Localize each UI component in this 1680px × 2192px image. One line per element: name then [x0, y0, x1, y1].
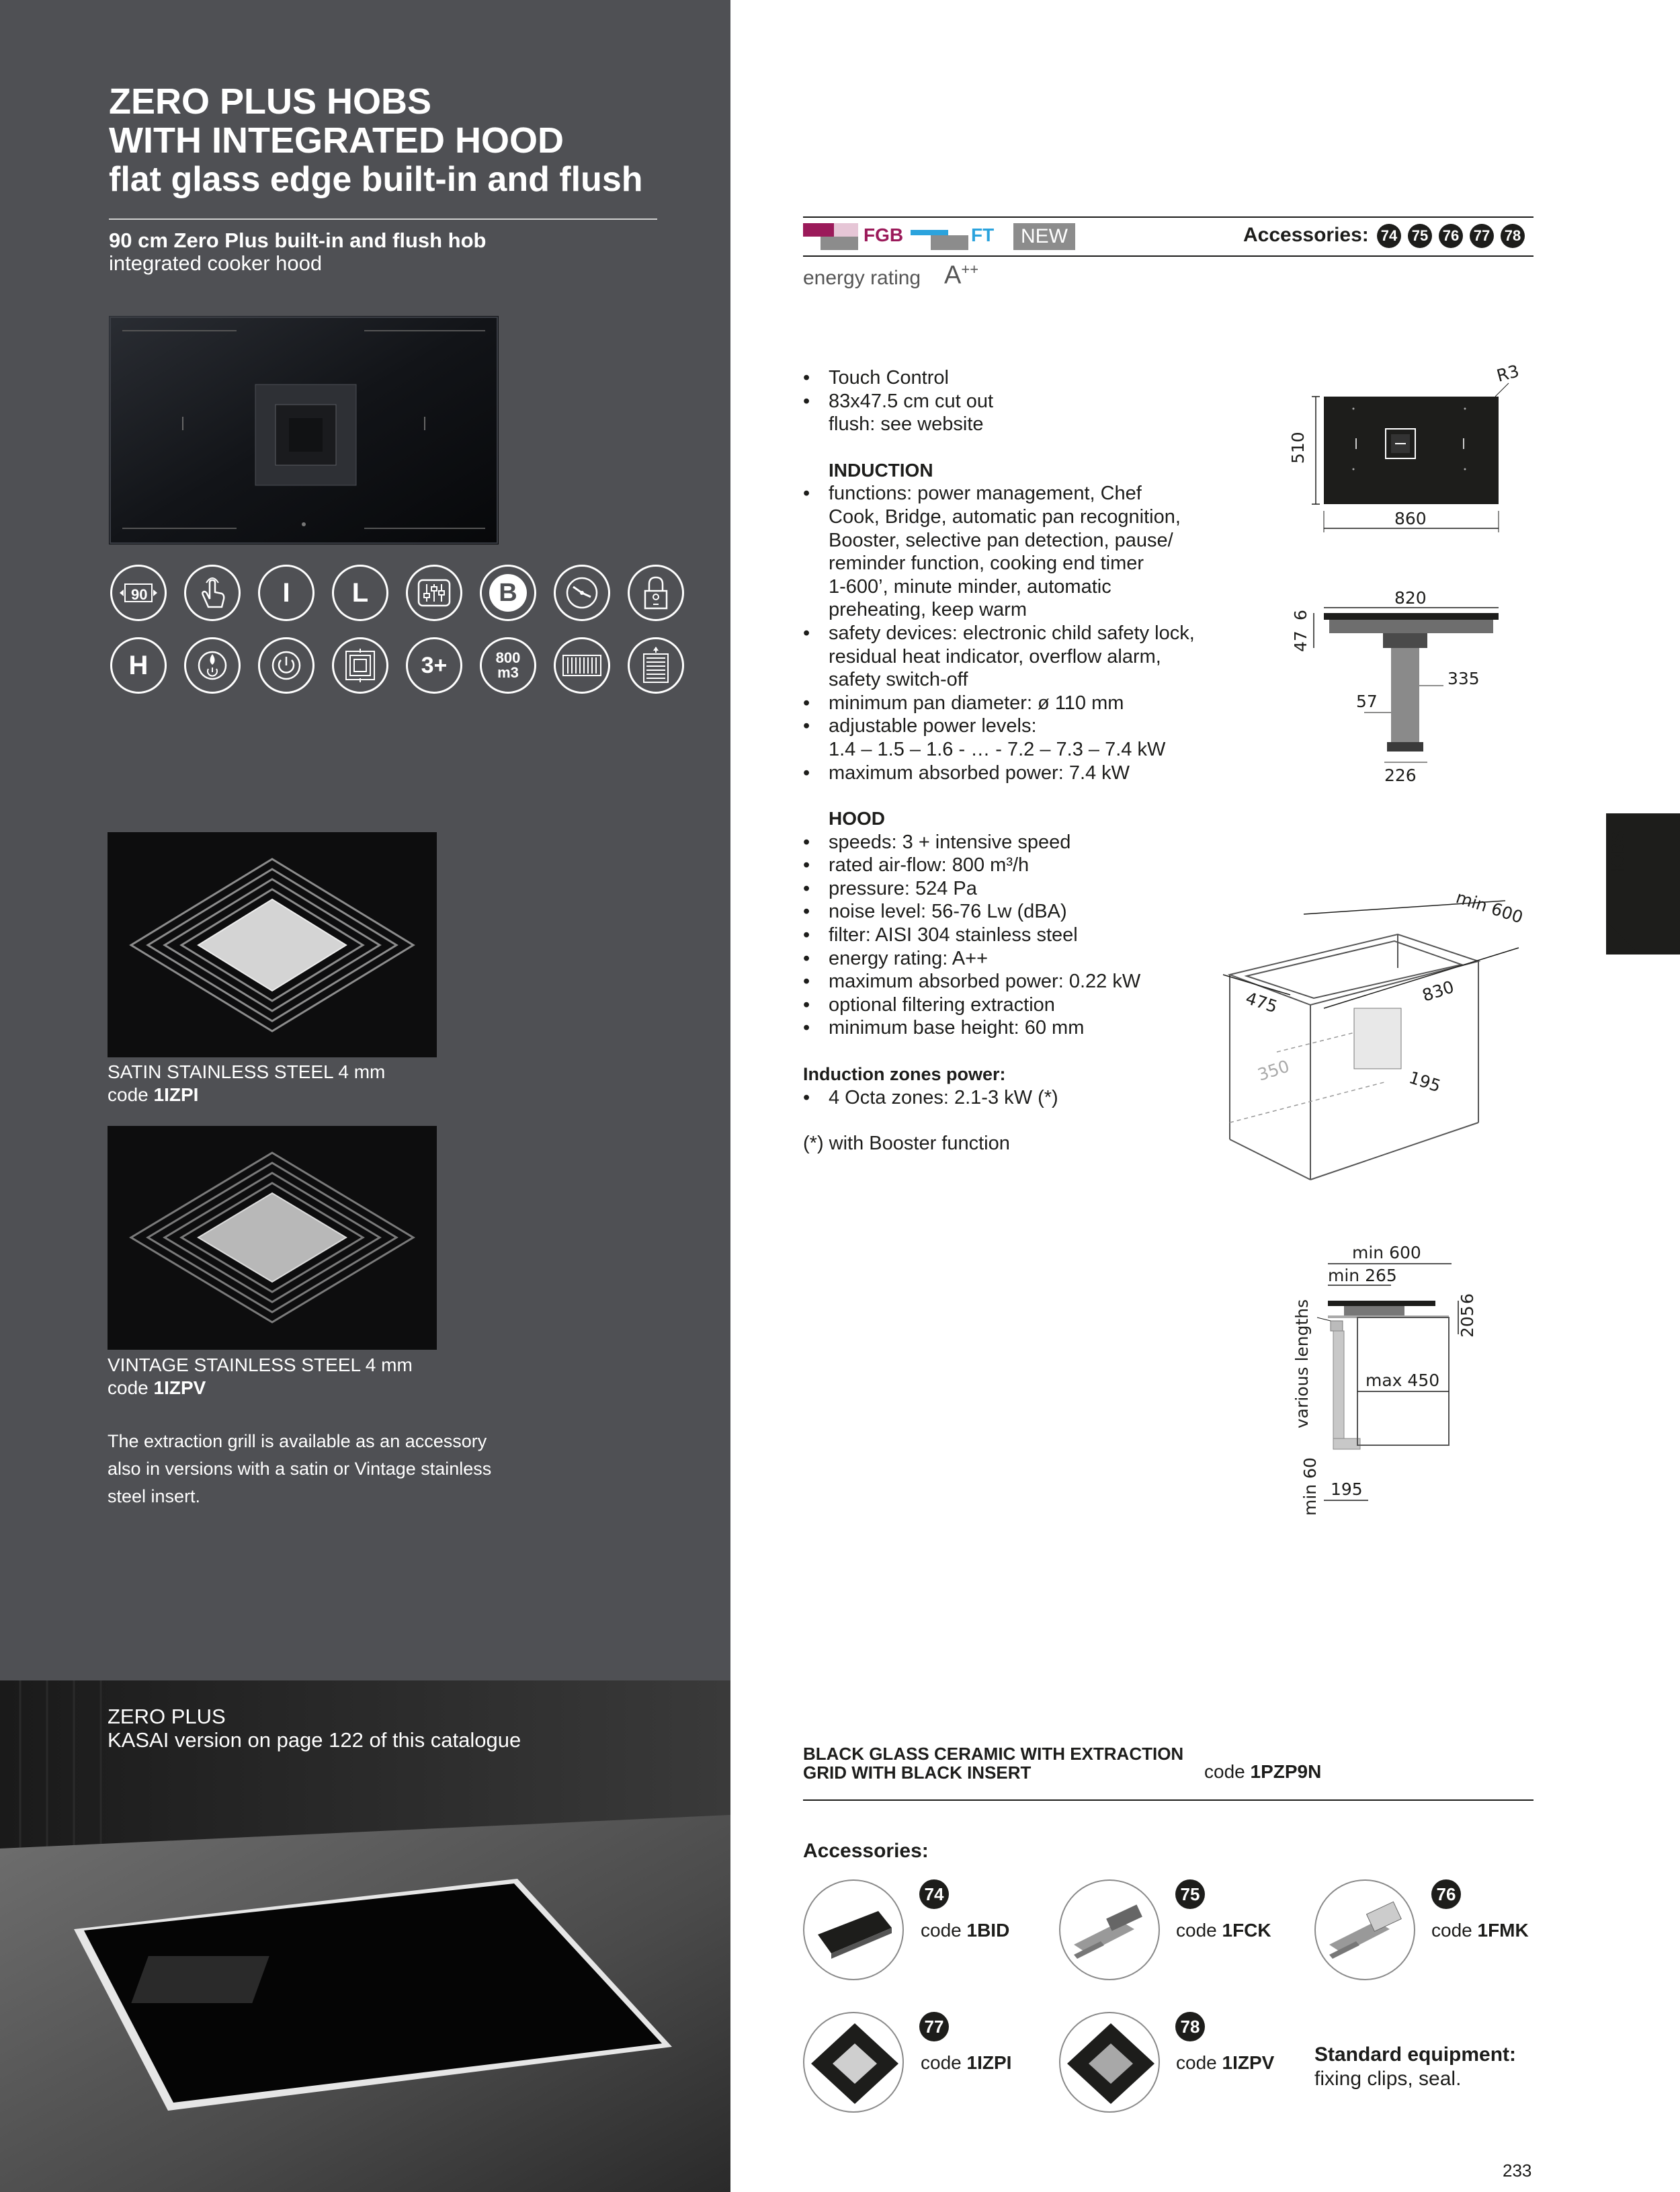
vintage-grill-name: VINTAGE STAINLESS STEEL 4 mm: [108, 1354, 413, 1375]
accessory-number-78: 78: [1175, 2012, 1205, 2041]
product-rule: [803, 1799, 1534, 1801]
dim-duct-offset: 335: [1447, 669, 1480, 688]
spec-line: • functions: power management, Chef: [829, 483, 1142, 505]
spec-hood-item: • filter: AISI 304 stainless steel: [829, 924, 1233, 947]
accessory-code-77: [921, 2052, 1011, 2074]
dim-section-max: max 450: [1366, 1371, 1440, 1390]
accessory-code-value: 1BID: [966, 1920, 1010, 1941]
vintage-grill-image: [108, 1126, 437, 1350]
technical-drawing-cabinet: [1210, 874, 1525, 1190]
dim-duct: 226: [1384, 766, 1417, 785]
accessory-image-77: [803, 2012, 904, 2113]
spec-line: • safety devices: electronic child safety lock,: [829, 622, 1195, 644]
page-subtitle: flat glass edge built-in and flush: [109, 160, 643, 199]
accessory-number-76: 76: [1431, 1879, 1461, 1909]
satin-grill-code-value: 1IZPI: [153, 1084, 199, 1105]
spec-line: 1.4 – 1.5 – 1.6 - … - 7.2 – 7.3 – 7.4 kW: [829, 738, 1166, 760]
accessory-code-76: [1431, 1920, 1529, 1941]
spec-hood-item: • speeds: 3 + intensive speed: [829, 831, 1233, 854]
spec-line: • adjustable power levels:: [829, 715, 1037, 737]
header-top-rule: [803, 216, 1534, 218]
ft-badge: [911, 222, 1005, 251]
hood-heading: HOOD: [829, 808, 885, 829]
spec-pan-diameter: [829, 692, 1233, 715]
dim-cabinet-depth: 475: [1243, 988, 1280, 1017]
child-lock-icon: [628, 565, 684, 621]
kasai-lifestyle-photo: [0, 1680, 730, 2192]
level-icon: [332, 565, 388, 621]
technical-drawing-section: [1277, 1237, 1499, 1526]
model-subtitle: integrated cooker hood: [109, 251, 323, 275]
dim-min-width: min 600: [1454, 887, 1525, 928]
dim-section-glass: 6: [1458, 1293, 1477, 1304]
spec-line: • minimum pan diameter: ø 110 mm: [829, 692, 1124, 714]
accessory-code-74: [921, 1920, 1009, 1941]
technical-drawing-top-side: [1277, 363, 1532, 807]
dim-section-height: 205: [1458, 1305, 1477, 1338]
product-code-value: 1PZP9N: [1250, 1761, 1322, 1782]
dim-various-lengths: various lengths: [1292, 1299, 1312, 1428]
booster-icon: [480, 565, 536, 621]
residual-heat-h-icon: [110, 637, 167, 694]
accessory-code-75: [1176, 1920, 1271, 1941]
page-title-line-2: WITH INTEGRATED HOOD: [109, 120, 564, 161]
grill-note-line-3: steel insert.: [108, 1486, 201, 1506]
spec-line: 1-600’, minute minder, automatic: [829, 575, 1111, 598]
accessory-code-value: 1FCK: [1222, 1920, 1271, 1941]
code-prefix: code: [1431, 1920, 1478, 1941]
energy-class: A: [944, 261, 962, 290]
level-label: L: [351, 577, 369, 608]
power-management-icon: [258, 565, 314, 621]
satin-grill-name: SATIN STAINLESS STEEL 4 mm: [108, 1061, 386, 1082]
spec-hood-item: • energy rating: A++: [829, 947, 1233, 971]
product-description-line-1: BLACK GLASS CERAMIC WITH EXTRACTION: [803, 1744, 1184, 1764]
satin-grill-image: [108, 832, 437, 1057]
dim-glass: 820: [1394, 588, 1427, 608]
accessory-image-76: [1314, 1879, 1415, 1980]
dim-depth: 510: [1288, 432, 1308, 464]
model-title: 90 cm Zero Plus built-in and flush hob: [109, 229, 487, 252]
dim-offset: 57: [1356, 692, 1378, 711]
spec-hood-item: • maximum absorbed power: 0.22 kW: [829, 970, 1233, 993]
product-code: [1204, 1761, 1321, 1783]
ft-label: FT: [971, 225, 995, 245]
timer-icon: [554, 565, 610, 621]
dim-width: 860: [1394, 509, 1427, 528]
accessory-number-74: 74: [919, 1879, 949, 1909]
cooktop-width-label: 90: [131, 586, 148, 603]
kasai-reference: KASAI version on page 122 of this catalogue: [108, 1728, 521, 1752]
spec-functions: [829, 482, 1233, 622]
spec-line: Cook, Bridge, automatic pan recognition,: [829, 505, 1181, 528]
spec-line: Booster, selective pan detection, pause/: [829, 529, 1173, 551]
dim-height-47: 47: [1291, 631, 1310, 652]
accessory-ref-75: 75: [1408, 224, 1432, 248]
accessory-ref-74: 74: [1377, 224, 1401, 248]
grill-note-line-1: The extraction grill is available as an accessory: [108, 1431, 487, 1451]
side-tab-label: HOBS: [1607, 831, 1628, 881]
spec-line: preheating, keep warm: [829, 599, 1027, 621]
power-management-label: I: [282, 577, 290, 608]
spec-hood-item: • minimum base height: 60 mm: [829, 1016, 1233, 1040]
accessory-ref-78: 78: [1501, 224, 1525, 248]
accessory-ref-76: 76: [1439, 224, 1463, 248]
kasai-title: ZERO PLUS: [108, 1705, 226, 1728]
code-prefix: code: [921, 1920, 967, 1941]
slider-control-icon: [406, 565, 462, 621]
power-icon: [258, 637, 314, 694]
residual-heat-label: H: [128, 650, 149, 680]
speeds-label: 3+: [421, 652, 448, 678]
spec-hood-item: • noise level: 56-76 Lw (dBA): [829, 900, 1233, 924]
accessory-code-78: [1176, 2052, 1274, 2074]
accessory-image-74: [803, 1879, 904, 1980]
dim-min-base: min 60: [1300, 1457, 1320, 1516]
energy-rating-value: [944, 261, 978, 290]
dim-height-6: 6: [1291, 610, 1310, 620]
code-prefix: code: [108, 1377, 154, 1398]
spec-hood-item: • pressure: 524 Pa: [829, 877, 1233, 901]
page-title-line-1: ZERO PLUS HOBS: [109, 81, 432, 122]
bridge-zone-icon: [332, 637, 388, 694]
dim-section-duct: 195: [1331, 1479, 1363, 1499]
speeds-icon: [406, 637, 462, 694]
filter-icon: [554, 637, 610, 694]
dim-radius: R3: [1495, 363, 1521, 386]
vintage-grill-code: [108, 1377, 206, 1399]
accessories-title: Accessories:: [803, 1840, 929, 1862]
satin-grill-code: [108, 1084, 198, 1106]
cooktop-90cm-icon: [110, 565, 167, 621]
new-badge: NEW: [1013, 223, 1075, 250]
dim-section-min-depth: min 265: [1328, 1266, 1397, 1285]
accessories-header-label: Accessories:: [1243, 224, 1369, 246]
code-prefix: code: [1204, 1761, 1251, 1782]
accessory-image-78: [1059, 2012, 1160, 2113]
zones-heading: Induction zones power:: [803, 1064, 1006, 1085]
airflow-unit: m3: [497, 664, 519, 681]
code-prefix: code: [921, 2052, 967, 2073]
energy-rating-label: energy rating: [803, 267, 921, 289]
airflow-icon: [480, 637, 536, 694]
spec-power-levels: [829, 715, 1233, 761]
grease-filter-icon: [628, 637, 684, 694]
spec-touch-control: • Touch Control: [829, 366, 1233, 390]
vintage-grill-code-value: 1IZPV: [153, 1377, 206, 1398]
standard-equipment-text: fixing clips, seal.: [1314, 2068, 1462, 2090]
booster-footnote: (*) with Booster function: [803, 1133, 1010, 1155]
dim-cabinet-duct: 195: [1406, 1067, 1443, 1096]
spec-max-power: [829, 762, 1233, 785]
accessory-ref-77: 77: [1470, 224, 1494, 248]
accessory-code-value: 1IZPI: [966, 2052, 1012, 2073]
title-divider: [109, 218, 657, 220]
dim-cabinet-width: 830: [1419, 977, 1457, 1006]
product-description-line-2: GRID WITH BLACK INSERT: [803, 1762, 1032, 1783]
spec-hood-item: • optional filtering extraction: [829, 993, 1233, 1017]
residual-heat-icon: [184, 637, 241, 694]
accessory-image-75: [1059, 1879, 1160, 1980]
accessory-code-value: 1IZPV: [1222, 2052, 1275, 2073]
grill-note-line-2: also in versions with a satin or Vintage stainless: [108, 1459, 492, 1479]
header-bottom-rule: [803, 255, 1534, 257]
airflow-value: 800: [495, 649, 521, 666]
fgb-label: FGB: [864, 225, 904, 245]
spec-zones: • 4 Octa zones: 2.1-3 kW (*): [829, 1086, 1233, 1110]
spec-flush: flush: see website: [829, 413, 984, 436]
accessory-code-value: 1FMK: [1477, 1920, 1529, 1941]
specifications-list: [803, 366, 1233, 1155]
standard-equipment-title: Standard equipment:: [1314, 2043, 1517, 2066]
spec-hood-item: • rated air-flow: 800 m³/h: [829, 854, 1233, 877]
energy-class-plus: ++: [961, 261, 979, 278]
code-prefix: code: [1176, 2052, 1222, 2073]
accessory-number-75: 75: [1175, 1879, 1205, 1909]
spec-line: reminder function, cooking end timer: [829, 553, 1144, 575]
code-prefix: code: [1176, 1920, 1222, 1941]
hob-product-image: [109, 316, 499, 544]
induction-heading: INDUCTION: [829, 459, 933, 481]
page-number: 233: [1503, 2160, 1532, 2181]
fgb-badge: [803, 222, 904, 251]
booster-label: B: [489, 574, 527, 612]
spec-line: residual heat indicator, overflow alarm,: [829, 645, 1161, 667]
accessory-number-77: 77: [919, 2012, 949, 2041]
spec-line: safety switch-off: [829, 669, 968, 691]
code-prefix: code: [108, 1084, 154, 1105]
touch-control-icon: [184, 565, 241, 621]
spec-line: • maximum absorbed power: 7.4 kW: [829, 762, 1130, 784]
spec-cut-out: • 83x47.5 cm cut out: [829, 390, 1233, 413]
dim-section-min-width: min 600: [1352, 1243, 1421, 1262]
dim-back: 350: [1255, 1056, 1292, 1085]
spec-safety: [829, 622, 1233, 692]
